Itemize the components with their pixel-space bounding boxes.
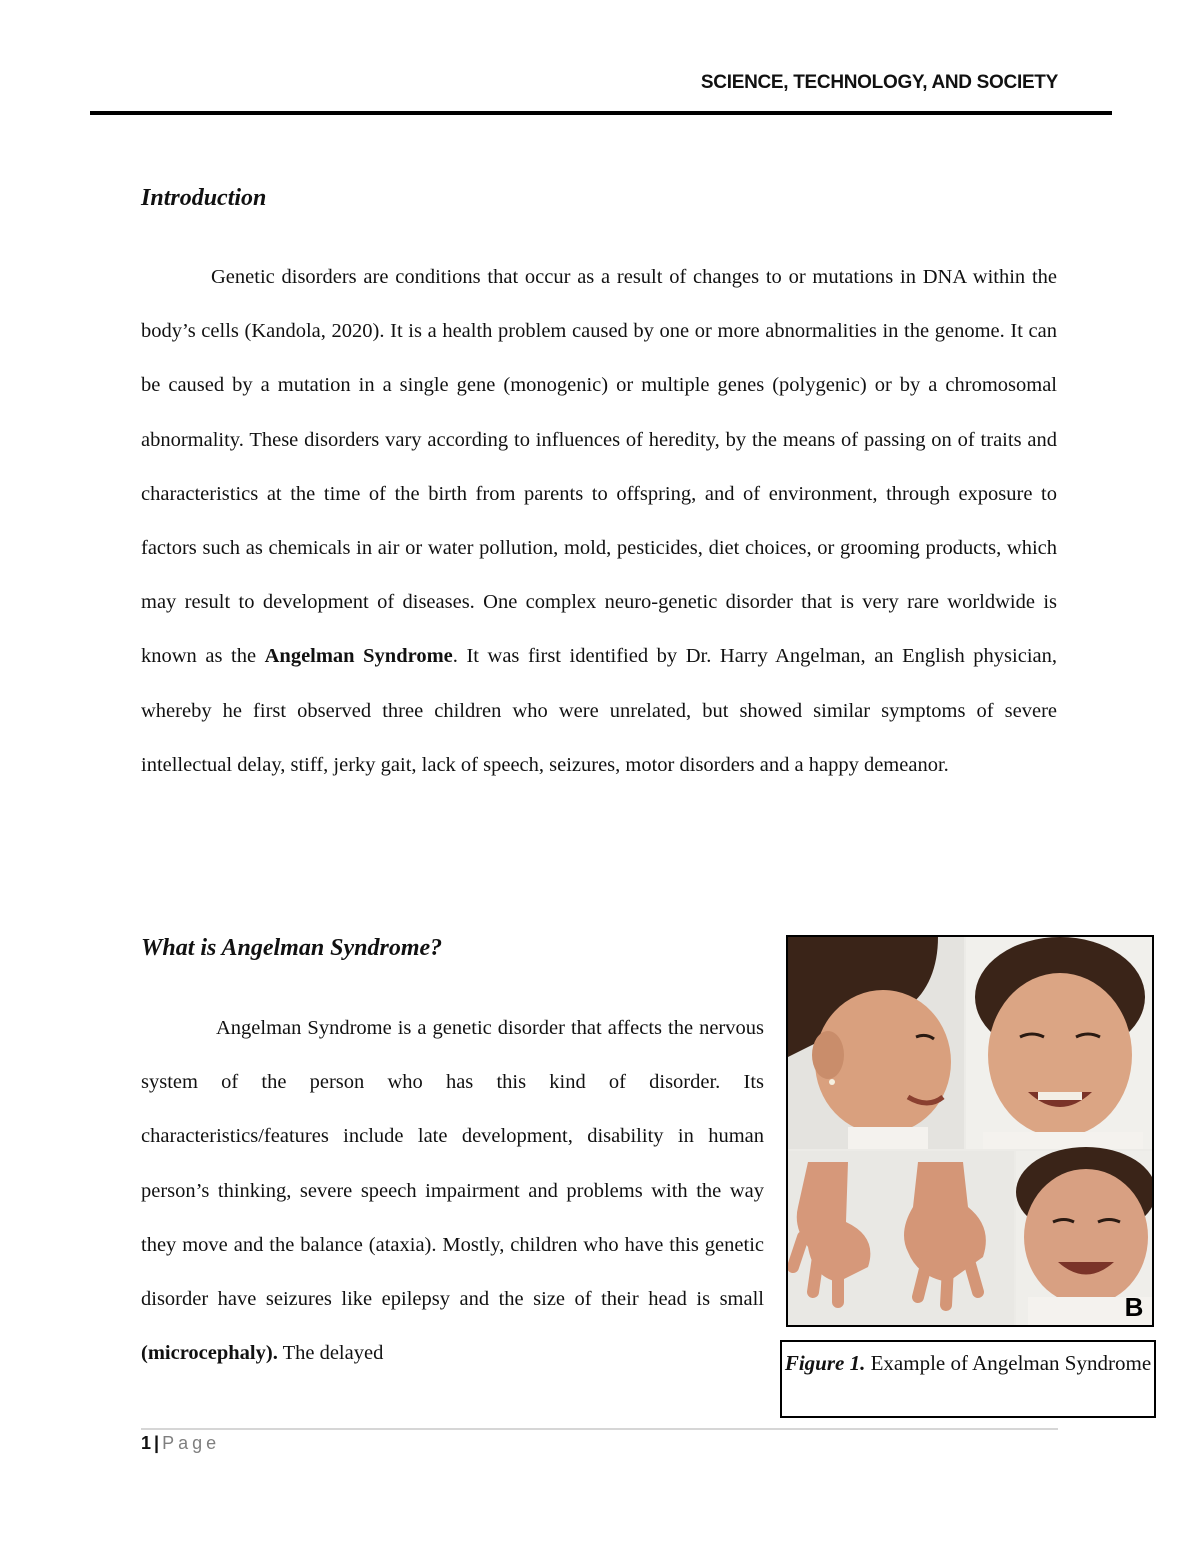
photo-front-face [966, 937, 1152, 1149]
what-bold-term: (microcephaly). [141, 1342, 278, 1365]
page-separator: | [154, 1433, 160, 1453]
introduction-paragraph [141, 250, 1057, 792]
what-is-paragraph [141, 1001, 764, 1380]
page-label: Page [162, 1433, 221, 1453]
what-text-after: The delayed [277, 1342, 384, 1365]
photo-hands [788, 1151, 1014, 1325]
header-divider [90, 111, 1112, 115]
page-footer [141, 1433, 220, 1454]
caption-text: Example of Angelman Syndrome [865, 1351, 1152, 1375]
intro-bold-term: Angelman Syndrome [264, 645, 453, 668]
introduction-heading: Introduction [141, 185, 267, 211]
running-header: SCIENCE, TECHNOLOGY, AND SOCIETY [700, 72, 1058, 93]
what-is-heading: What is Angelman Syndrome? [141, 935, 443, 961]
intro-text-after: . It was first identified by Dr. Harry Angelman, an English physician, whereby he first observed three children who were unrelated, but showed similar symptoms of severe intellectual delay, stiff, jerky gait, lack of speech, seizures, motor disorders and a happy demeanor. [141, 645, 1058, 776]
figure-photo-collage [788, 937, 1152, 1325]
what-text-before: Angelman Syndrome is a genetic disorder that affects the nervous system of the person who has this kind of disorder. Its characteristics/features include late development, disability in human person’s thinking, severe speech impairment and problems with the way they move and the balance (ataxia). Mostly, children who have this genetic disorder have seizures like epilepsy and the size of their head is small [141, 1017, 764, 1311]
page-number: 1 [141, 1433, 152, 1453]
figure-caption [780, 1340, 1156, 1418]
photo-profile-face [788, 937, 964, 1149]
footer-divider [141, 1428, 1058, 1430]
caption-label: Figure 1. [784, 1351, 866, 1375]
figure-image [786, 935, 1154, 1327]
figure-panel-letter: B [1124, 1292, 1144, 1322]
intro-text-before: Genetic disorders are conditions that occur as a result of changes to or mutations in DNA within the body’s cells (Kandola, 2020). It is a health problem caused by one or more abnormalities in the genome. It can be caused by a mutation in a single gene (monogenic) or multiple genes (polygenic) or by a chromosomal abnormality. These disorders vary according to influences of heredity, by the means of passing on of traits and characteristics at the time of the birth from parents to offspring, and of environment, through exposure to factors such as chemicals in air or water pollution, mold, pesticides, diet choices, or grooming products, which may result to development of diseases. One complex neuro-genetic disorder that is very rare worldwide is known as the [141, 266, 1057, 668]
